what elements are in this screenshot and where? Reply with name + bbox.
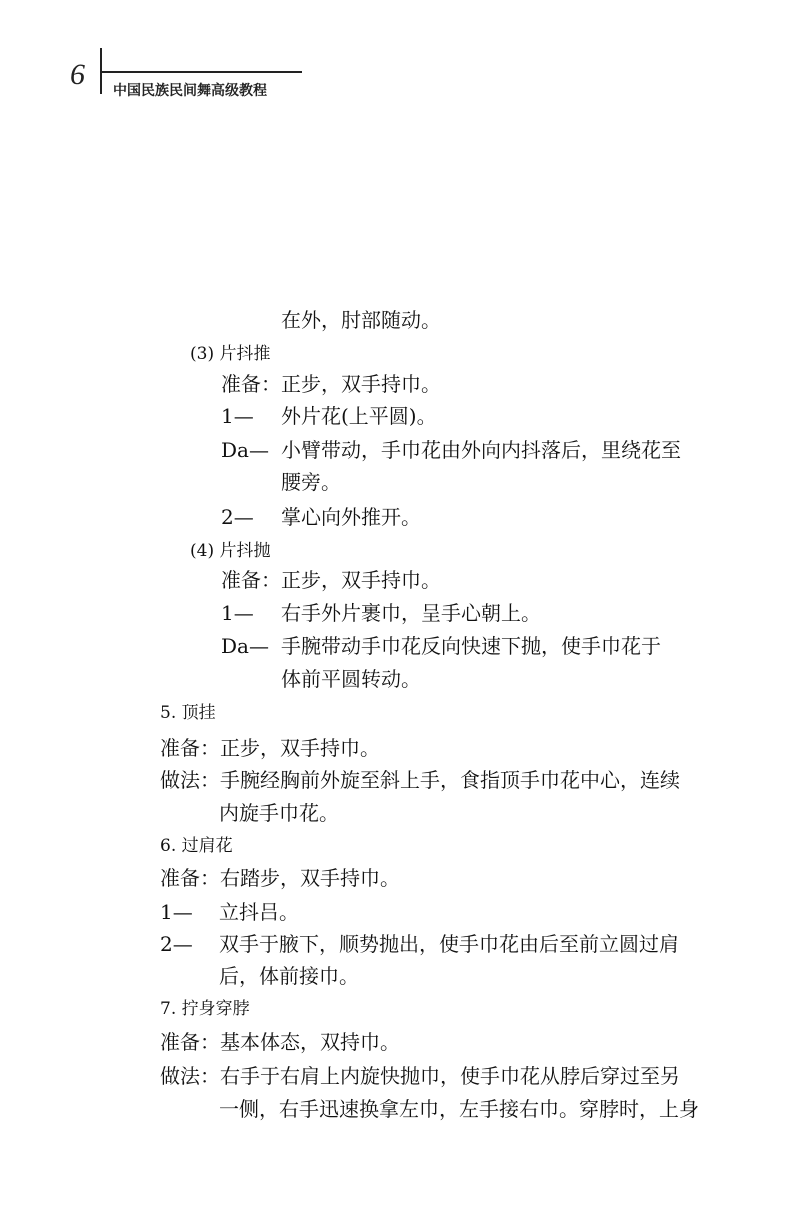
- text-line: 准备：右踏步，双手持巾。: [160, 866, 400, 890]
- page-number: 6: [70, 58, 85, 91]
- step-text: 立抖吕。: [219, 900, 299, 924]
- text-line: 内旋手巾花。: [219, 801, 339, 825]
- step-count: 1—: [160, 900, 193, 924]
- step-count: Da—: [221, 634, 269, 658]
- section-heading: 7. 拧身穿脖: [160, 999, 250, 1019]
- book-title: 中国民族民间舞高级教程: [113, 83, 267, 99]
- text-line: 准备：基本体态，双持巾。: [160, 1030, 400, 1054]
- step-text: 掌心向外推开。: [281, 505, 421, 529]
- text-line: 在外，肘部随动。: [281, 308, 441, 332]
- section-heading: 6. 过肩花: [160, 836, 233, 856]
- section-heading: 5. 顶挂: [160, 703, 216, 723]
- subsection-heading: (4) 片抖抛: [190, 541, 271, 561]
- text-line: 准备：正步，双手持巾。: [160, 736, 380, 760]
- step-count: 1—: [221, 404, 254, 428]
- subsection-heading: (3) 片抖推: [190, 344, 271, 364]
- text-line: 体前平圆转动。: [281, 667, 421, 691]
- step-count: 1—: [221, 601, 254, 625]
- step-text: 外片花(上平圆)。: [281, 404, 437, 428]
- step-count: 2—: [221, 505, 254, 529]
- step-text: 手腕带动手巾花反向快速下抛，使手巾花于: [281, 634, 661, 658]
- step-text: 双手于腋下，顺势抛出，使手巾花由后至前立圆过肩: [219, 932, 679, 956]
- text-line: 一侧，右手迅速换拿左巾，左手接右巾。穿脖时，上身: [219, 1097, 699, 1121]
- text-line: 做法：右手于右肩上内旋快抛巾，使手巾花从脖后穿过至另: [160, 1064, 680, 1088]
- text-line: 腰旁。: [281, 470, 341, 494]
- text-line: 准备：正步，双手持巾。: [221, 568, 441, 592]
- text-line: 做法：手腕经胸前外旋至斜上手，食指顶手巾花中心，连续: [160, 768, 680, 792]
- step-text: 右手外片裹巾，呈手心朝上。: [281, 601, 541, 625]
- step-text: 小臂带动，手巾花由外向内抖落后，里绕花至: [281, 438, 681, 462]
- text-line: 准备：正步，双手持巾。: [221, 372, 441, 396]
- text-line: 后，体前接巾。: [219, 964, 359, 988]
- step-count: 2—: [160, 932, 193, 956]
- step-count: Da—: [221, 438, 269, 462]
- header-horizontal-rule: [100, 71, 302, 73]
